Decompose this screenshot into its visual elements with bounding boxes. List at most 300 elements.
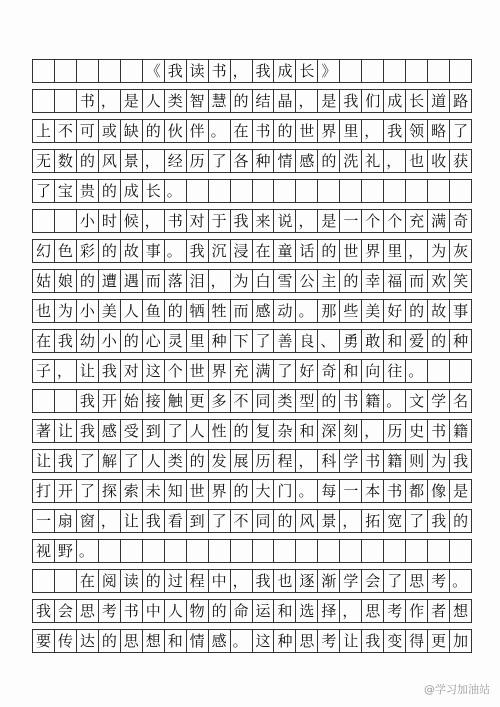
grid-cell: 浸: [231, 240, 253, 262]
grid-row: [32, 599, 472, 623]
grid-cell: [77, 60, 99, 82]
grid-cell: 风: [296, 510, 318, 532]
grid-cell: 了: [121, 450, 143, 472]
grid-cell: 的: [428, 330, 450, 352]
grid-cell: 我: [450, 450, 472, 472]
grid-cell: 作: [406, 600, 428, 622]
grid-cell: 的: [143, 120, 165, 142]
grid-cell: [165, 540, 187, 562]
grid-cell: 加: [450, 630, 472, 652]
grid-cell: [33, 90, 55, 112]
grid-cell: 界: [209, 480, 231, 502]
grid-cell: 情: [187, 630, 209, 652]
grid-cell: 让: [55, 420, 77, 442]
grid-cell: 和: [165, 630, 187, 652]
grid-cell: 不: [231, 510, 253, 532]
grid-cell: 书: [121, 600, 143, 622]
grid-cell: ，: [231, 570, 253, 592]
grid-cell: 长: [143, 180, 165, 202]
grid-cell: 索: [121, 480, 143, 502]
grid-cell: 考: [384, 600, 406, 622]
grid-cell: 感: [209, 630, 231, 652]
grid-cell: 对: [121, 360, 143, 382]
grid-cell: 姑: [33, 270, 55, 292]
grid-cell: 了: [33, 180, 55, 202]
grid-cell: 满: [428, 210, 450, 232]
grid-cell: 学: [340, 450, 362, 472]
grid-cell: 动: [274, 300, 296, 322]
grid-cell: 人: [165, 600, 187, 622]
grid-cell: 为: [428, 240, 450, 262]
grid-cell: 者: [428, 600, 450, 622]
grid-cell: 了: [209, 510, 231, 532]
grid-cell: 伴: [187, 120, 209, 142]
grid-cell: ，: [55, 360, 77, 382]
grid-cell: ，: [209, 270, 231, 292]
grid-cell: 欢: [428, 270, 450, 292]
grid-cell: 择: [318, 600, 340, 622]
grid-cell: 道: [428, 90, 450, 112]
grid-cell: 发: [209, 450, 231, 472]
grid-row: [32, 119, 472, 143]
grid-cell: 雪: [274, 270, 296, 292]
grid-row: [32, 419, 472, 443]
grid-cell: 奇: [450, 210, 472, 232]
grid-cell: 探: [99, 480, 121, 502]
grid-cell: 都: [406, 480, 428, 502]
grid-cell: 娘: [55, 270, 77, 292]
grid-cell: 。: [406, 360, 428, 382]
grid-cell: [340, 180, 362, 202]
grid-cell: [296, 180, 318, 202]
grid-cell: 开: [55, 480, 77, 502]
grid-cell: 个: [165, 360, 187, 382]
grid-cell: 这: [143, 360, 165, 382]
grid-cell: 感: [253, 300, 275, 322]
grid-cell: [406, 540, 428, 562]
grid-cell: [318, 540, 340, 562]
grid-cell: 领: [406, 120, 428, 142]
grid-cell: 想: [450, 600, 472, 622]
grid-cell: 书: [384, 480, 406, 502]
grid-cell: 刻: [340, 420, 362, 442]
grid-cell: [253, 540, 275, 562]
grid-cell: 小: [77, 210, 99, 232]
grid-cell: 到: [143, 420, 165, 442]
grid-cell: 白: [253, 270, 275, 292]
grid-cell: 开: [99, 390, 121, 412]
grid-cell: 程: [187, 570, 209, 592]
grid-cell: 。: [165, 180, 187, 202]
grid-cell: 书: [77, 90, 99, 112]
grid-cell: 的: [165, 300, 187, 322]
grid-cell: 幼: [77, 330, 99, 352]
grid-cell: 世: [187, 480, 209, 502]
grid-cell: 。: [77, 540, 99, 562]
grid-cell: [428, 360, 450, 382]
grid-cell: 我: [55, 330, 77, 352]
grid-cell: 得: [406, 630, 428, 652]
grid-cell: [428, 60, 450, 82]
grid-row: [32, 359, 472, 383]
grid-cell: 和: [384, 330, 406, 352]
grid-cell: 也: [406, 150, 428, 172]
grid-cell: [209, 180, 231, 202]
grid-cell: 美: [99, 300, 121, 322]
grid-cell: 鱼: [143, 300, 165, 322]
grid-cell: 选: [296, 600, 318, 622]
grid-cell: 思: [121, 630, 143, 652]
grid-cell: 我: [99, 360, 121, 382]
grid-cell: 大: [253, 480, 275, 502]
grid-cell: 让: [121, 510, 143, 532]
grid-cell: 籍: [362, 390, 384, 412]
grid-cell: 无: [33, 150, 55, 172]
grid-cell: 贵: [77, 180, 99, 202]
grid-cell: 历: [187, 150, 209, 172]
grid-cell: 历: [384, 420, 406, 442]
grid-cell: [209, 540, 231, 562]
grid-cell: 故: [428, 300, 450, 322]
grid-cell: 成: [274, 60, 296, 82]
grid-cell: 牺: [187, 300, 209, 322]
grid-cell: 了: [274, 360, 296, 382]
grid-cell: 小: [77, 300, 99, 322]
grid-cell: 成: [121, 180, 143, 202]
grid-cell: 为: [231, 270, 253, 292]
grid-cell: [296, 540, 318, 562]
grid-cell: 人: [187, 420, 209, 442]
grid-cell: 类: [165, 90, 187, 112]
grid-cell: 。: [450, 570, 472, 592]
grid-cell: 于: [209, 210, 231, 232]
grid-cell: 洗: [340, 150, 362, 172]
grid-cell: [428, 180, 450, 202]
grid-cell: 我: [187, 240, 209, 262]
grid-cell: 野: [55, 540, 77, 562]
grid-cell: [253, 180, 275, 202]
grid-cell: 世: [296, 120, 318, 142]
grid-cell: 深: [318, 420, 340, 442]
grid-cell: 爱: [406, 330, 428, 352]
grid-cell: [187, 180, 209, 202]
grid-cell: 、: [318, 330, 340, 352]
grid-cell: ，: [143, 150, 165, 172]
grid-cell: 《: [143, 60, 165, 82]
grid-cell: [362, 60, 384, 82]
grid-cell: 的: [121, 330, 143, 352]
grid-row: [32, 479, 472, 503]
grid-row: [32, 509, 472, 533]
grid-cell: [231, 540, 253, 562]
grid-cell: 的: [340, 270, 362, 292]
grid-cell: [231, 180, 253, 202]
grid-cell: [318, 180, 340, 202]
grid-cell: [187, 540, 209, 562]
grid-cell: [340, 540, 362, 562]
grid-cell: 落: [165, 270, 187, 292]
grid-cell: 的: [318, 150, 340, 172]
grid-cell: 解: [99, 450, 121, 472]
grid-row: [32, 179, 472, 203]
grid-cell: 智: [187, 90, 209, 112]
grid-cell: 界: [362, 240, 384, 262]
grid-cell: 的: [274, 510, 296, 532]
grid-cell: 我: [362, 630, 384, 652]
grid-cell: 中: [143, 600, 165, 622]
grid-cell: 不: [55, 120, 77, 142]
grid-row: [32, 209, 472, 233]
grid-cell: [55, 570, 77, 592]
grid-cell: [274, 540, 296, 562]
grid-cell: [121, 60, 143, 82]
grid-cell: 读: [121, 570, 143, 592]
grid-cell: 。: [209, 120, 231, 142]
grid-cell: 物: [187, 600, 209, 622]
grid-cell: 各: [231, 150, 253, 172]
grid-cell: [55, 390, 77, 412]
grid-cell: 下: [231, 330, 253, 352]
grid-cell: ，: [296, 450, 318, 472]
grid-cell: 始: [121, 390, 143, 412]
grid-cell: 展: [231, 450, 253, 472]
grid-cell: 宽: [384, 510, 406, 532]
grid-cell: 我: [55, 450, 77, 472]
grid-cell: 让: [77, 360, 99, 382]
grid-cell: 经: [165, 150, 187, 172]
grid-cell: 心: [143, 330, 165, 352]
grid-cell: 籍: [450, 420, 472, 442]
grid-cell: ，: [340, 510, 362, 532]
grid-cell: 更: [428, 630, 450, 652]
grid-cell: 奇: [318, 360, 340, 382]
grid-cell: 打: [33, 480, 55, 502]
grid-cell: 到: [187, 510, 209, 532]
grid-cell: 个: [384, 210, 406, 232]
grid-cell: 而: [231, 300, 253, 322]
grid-cell: 世: [340, 240, 362, 262]
grid-cell: 候: [121, 210, 143, 232]
grid-cell: 的: [231, 420, 253, 442]
grid-cell: [55, 210, 77, 232]
grid-cell: [384, 540, 406, 562]
grid-cell: 扇: [55, 510, 77, 532]
grid-cell: 是: [450, 480, 472, 502]
grid-cell: 我: [77, 420, 99, 442]
grid-cell: 而: [143, 270, 165, 292]
grid-cell: 籍: [384, 450, 406, 472]
grid-cell: 在: [77, 570, 99, 592]
grid-cell: 感: [99, 420, 121, 442]
grid-cell: [33, 390, 55, 412]
grid-cell: 知: [165, 480, 187, 502]
grid-cell: 良: [296, 330, 318, 352]
grid-cell: 获: [450, 150, 472, 172]
grid-cell: 是: [318, 90, 340, 112]
grid-cell: 书: [362, 450, 384, 472]
grid-cell: 我: [165, 60, 187, 82]
character-grid: [32, 59, 472, 659]
grid-cell: 的: [99, 180, 121, 202]
grid-cell: 对: [187, 210, 209, 232]
grid-cell: 是: [318, 210, 340, 232]
grid-cell: 在: [253, 240, 275, 262]
grid-cell: [55, 90, 77, 112]
grid-cell: 勇: [340, 330, 362, 352]
grid-cell: 阅: [99, 570, 121, 592]
grid-cell: 种: [253, 150, 275, 172]
grid-cell: 满: [253, 360, 275, 382]
grid-cell: 。: [384, 390, 406, 412]
grid-cell: 我: [428, 510, 450, 532]
grid-cell: ，: [99, 510, 121, 532]
grid-cell: 美: [362, 300, 384, 322]
grid-cell: 宝: [55, 180, 77, 202]
grid-cell: 性: [209, 420, 231, 442]
grid-cell: 书: [165, 210, 187, 232]
grid-cell: [362, 540, 384, 562]
grid-cell: 会: [55, 600, 77, 622]
grid-cell: 泪: [187, 270, 209, 292]
grid-cell: 。: [296, 480, 318, 502]
grid-cell: 渐: [318, 570, 340, 592]
grid-cell: 种: [274, 630, 296, 652]
grid-cell: [428, 540, 450, 562]
grid-cell: 达: [77, 630, 99, 652]
grid-row: [32, 59, 472, 83]
grid-cell: 和: [296, 420, 318, 442]
grid-cell: 看: [165, 510, 187, 532]
grid-cell: 的: [274, 120, 296, 142]
grid-cell: 触: [165, 390, 187, 412]
grid-cell: ，: [143, 210, 165, 232]
grid-cell: 了: [77, 480, 99, 502]
grid-cell: 的: [231, 90, 253, 112]
grid-cell: 礼: [362, 150, 384, 172]
grid-cell: 名: [450, 390, 472, 412]
grid-cell: [33, 570, 55, 592]
grid-cell: 命: [231, 600, 253, 622]
grid-cell: 程: [274, 450, 296, 472]
grid-cell: 思: [77, 600, 99, 622]
grid-cell: 了: [165, 420, 187, 442]
grid-cell: 界: [209, 360, 231, 382]
grid-row: [32, 89, 472, 113]
grid-cell: 的: [406, 300, 428, 322]
grid-cell: ，: [362, 120, 384, 142]
grid-cell: 变: [384, 630, 406, 652]
grid-cell: 遭: [99, 270, 121, 292]
grid-cell: [33, 210, 55, 232]
grid-cell: 的: [77, 150, 99, 172]
grid-cell: ，: [231, 60, 253, 82]
grid-cell: 受: [121, 420, 143, 442]
grid-cell: 灰: [450, 240, 472, 262]
grid-cell: 牲: [209, 300, 231, 322]
grid-cell: 幸: [362, 270, 384, 292]
grid-cell: [384, 60, 406, 82]
grid-cell: 同: [253, 390, 275, 412]
grid-cell: 类: [274, 390, 296, 412]
grid-row: [32, 389, 472, 413]
grid-cell: 幻: [33, 240, 55, 262]
grid-row: [32, 569, 472, 593]
grid-cell: [450, 360, 472, 382]
grid-cell: 个: [362, 210, 384, 232]
grid-row: [32, 269, 472, 293]
grid-cell: 了: [450, 120, 472, 142]
grid-row: [32, 449, 472, 473]
grid-cell: 往: [384, 360, 406, 382]
grid-cell: 景: [318, 510, 340, 532]
grid-cell: 。: [165, 240, 187, 262]
grid-cell: [274, 180, 296, 202]
grid-cell: 的: [318, 390, 340, 412]
grid-cell: 和: [274, 600, 296, 622]
watermark: @学习加油站: [424, 683, 490, 696]
grid-cell: 我: [77, 390, 99, 412]
grid-cell: 遇: [121, 270, 143, 292]
grid-cell: 传: [55, 630, 77, 652]
grid-cell: [362, 180, 384, 202]
grid-cell: 为: [55, 300, 77, 322]
grid-cell: 界: [318, 120, 340, 142]
grid-row: [32, 299, 472, 323]
grid-cell: 书: [428, 420, 450, 442]
grid-cell: 了: [253, 330, 275, 352]
grid-cell: 让: [33, 450, 55, 472]
grid-cell: [450, 540, 472, 562]
grid-cell: 了: [384, 570, 406, 592]
grid-cell: 种: [209, 330, 231, 352]
grid-cell: 路: [450, 90, 472, 112]
grid-cell: 我: [143, 510, 165, 532]
grid-cell: 中: [209, 570, 231, 592]
grid-cell: 思: [406, 570, 428, 592]
grid-row: [32, 149, 472, 173]
grid-cell: 种: [450, 330, 472, 352]
grid-cell: [99, 540, 121, 562]
grid-cell: 运: [253, 600, 275, 622]
grid-cell: 小: [99, 330, 121, 352]
grid-cell: 考: [99, 600, 121, 622]
grid-cell: 数: [55, 150, 77, 172]
grid-cell: 在: [231, 120, 253, 142]
grid-cell: 思: [362, 600, 384, 622]
grid-cell: 一: [33, 510, 55, 532]
grid-cell: [406, 60, 428, 82]
grid-cell: 晶: [274, 90, 296, 112]
grid-cell: 类: [165, 450, 187, 472]
grid-cell: 的: [318, 240, 340, 262]
grid-cell: 时: [99, 210, 121, 232]
grid-cell: 来: [253, 210, 275, 232]
grid-cell: 景: [121, 150, 143, 172]
grid-cell: 好: [384, 300, 406, 322]
grid-cell: 公: [296, 270, 318, 292]
grid-cell: [406, 180, 428, 202]
grid-cell: 读: [187, 60, 209, 82]
grid-cell: 向: [362, 360, 384, 382]
grid-cell: 们: [362, 90, 384, 112]
grid-cell: 的: [209, 600, 231, 622]
grid-cell: 而: [406, 270, 428, 292]
grid-row: [32, 329, 472, 353]
grid-cell: 。: [296, 300, 318, 322]
grid-cell: ，: [296, 90, 318, 112]
grid-cell: 笑: [450, 270, 472, 292]
grid-cell: 的: [99, 240, 121, 262]
